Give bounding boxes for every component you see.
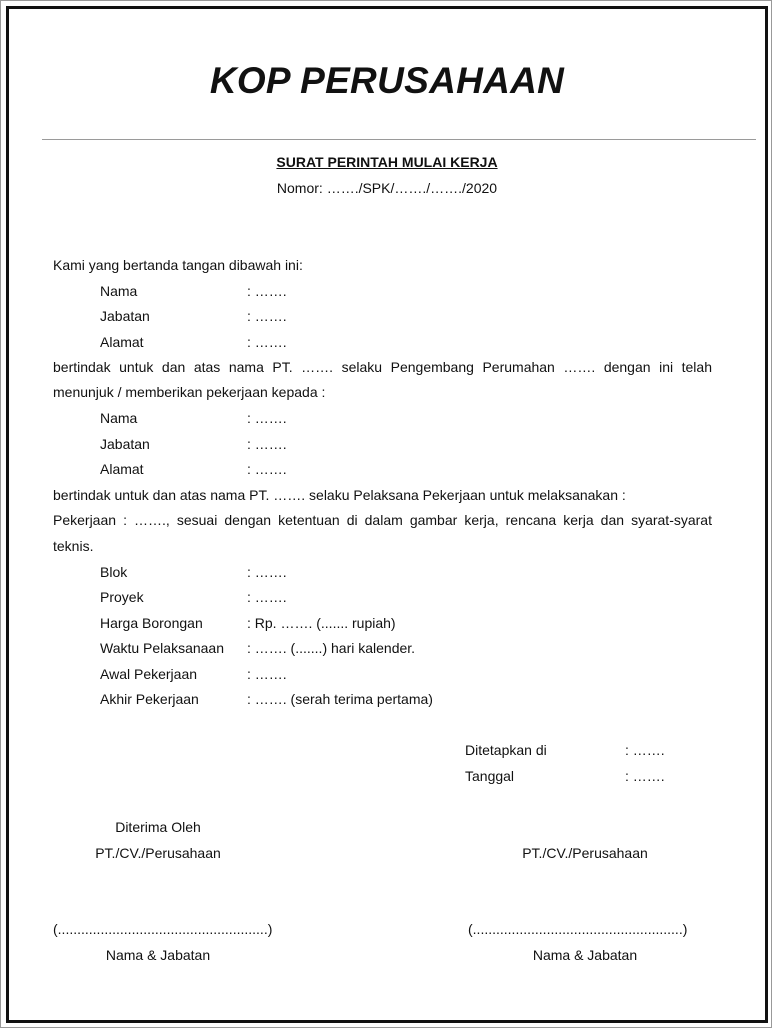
letterhead: KOP PERUSAHAAN [209,60,565,101]
detail-end-label: Akhir Pekerjaan [100,691,199,707]
party2-name-label: Nama [100,410,138,426]
party2-address-label: Alamat [100,461,144,477]
letterhead-divider [42,139,756,140]
detail-project-label: Proyek [100,589,144,605]
party2-address-value: : ……. [247,461,287,477]
left-signature-heading: Diterima Oleh [115,819,201,835]
paragraph-1-line-2: menunjuk / memberikan pekerjaan kepada : [53,384,326,400]
paragraph-3-line-2: teknis. [53,538,94,554]
left-signature-name: Nama & Jabatan [105,947,211,963]
detail-block-label: Blok [100,564,128,580]
paragraph-3-line-1: Pekerjaan : ……., sesuai dengan ketentuan di dalam gambar kerja, rencana kerja dan syarat-syarat [53,512,712,528]
right-signature-company: PT./CV./Perusahaan [522,845,648,861]
detail-project-value: : ……. [247,589,287,605]
detail-price-value: : Rp. ……. (....... rupiah) [247,615,396,631]
left-signature-line: (......................................................) [53,921,273,937]
left-signature-company: PT./CV./Perusahaan [95,845,221,861]
detail-start-label: Awal Pekerjaan [100,666,198,682]
detail-duration-label: Waktu Pelaksanaan [100,640,224,656]
right-signature-name: Nama & Jabatan [532,947,638,963]
party1-address-value: : ……. [247,334,287,350]
right-signature-line: (......................................................) [468,921,688,937]
issued-date-label: Tanggal [465,768,515,784]
document-title [1,153,772,171]
document-title-text: SURAT PERINTAH MULAI KERJA [276,154,498,170]
intro-text: Kami yang bertanda tangan dibawah ini: [53,257,303,273]
document-number: Nomor: ……./SPK/……./……./2020 [276,180,498,196]
party2-position-value: : ……. [247,436,287,452]
paragraph-1-line-1: bertindak untuk dan atas nama PT. ……. selaku Pengembang Perumahan ……. dengan ini telah [53,359,712,375]
detail-end-value: : ……. (serah terima pertama) [247,691,433,707]
party1-position-value: : ……. [247,308,287,324]
paragraph-2: bertindak untuk dan atas nama PT. ……. selaku Pelaksana Pekerjaan untuk melaksanakan : [53,487,626,503]
party2-position-label: Jabatan [100,436,150,452]
party1-address-label: Alamat [100,334,144,350]
detail-block-value: : ……. [247,564,287,580]
party2-name-value: : ……. [247,410,287,426]
issued-place-value: : ……. [625,742,665,758]
detail-start-value: : ……. [247,666,287,682]
issued-place-label: Ditetapkan di [465,742,547,758]
party1-position-label: Jabatan [100,308,150,324]
party1-name-label: Nama [100,283,138,299]
party1-name-value: : ……. [247,283,287,299]
issued-date-value: : ……. [625,768,665,784]
detail-duration-value: : ……. (.......) hari kalender. [247,640,416,656]
detail-price-label: Harga Borongan [100,615,203,631]
